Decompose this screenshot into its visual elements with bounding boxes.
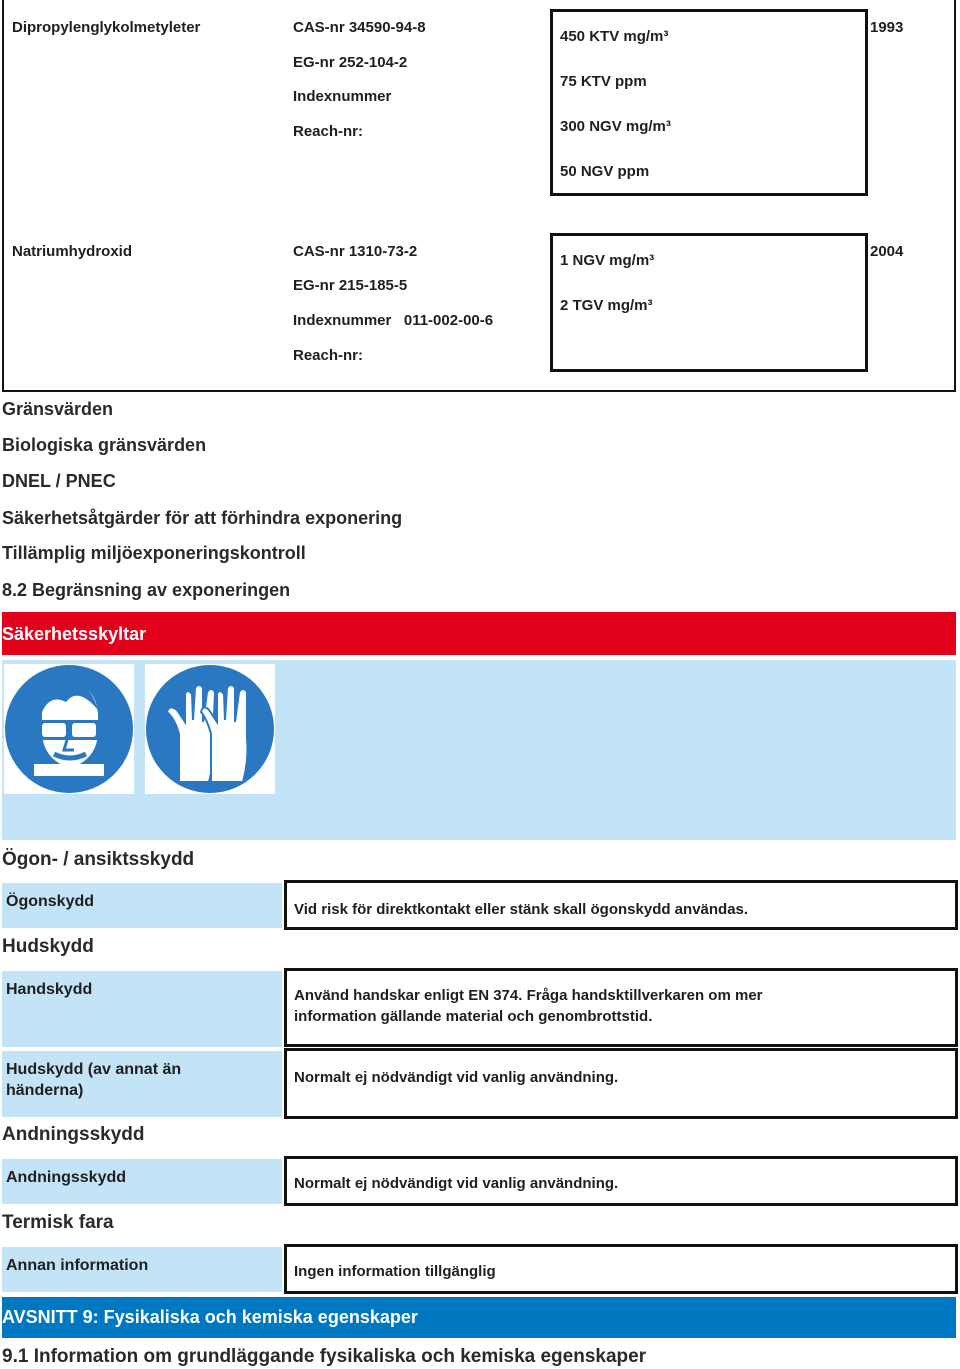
limit-value: 75 KTV ppm: [560, 73, 647, 90]
skin-protection-label-cell: [2, 1051, 282, 1117]
cas-number: CAS-nr 34590-94-8: [293, 19, 426, 36]
other-info-label-cell: [2, 1247, 282, 1292]
eye-protection-sign-icon: [4, 664, 134, 794]
heading-respiratory: Andningsskydd: [2, 1124, 145, 1145]
limit-value: 450 KTV mg/m³: [560, 28, 669, 45]
year: 2004: [870, 243, 904, 260]
eg-number: EG-nr 252-104-2: [293, 54, 408, 71]
index-number: Indexnummer 011-002-00-6: [293, 312, 494, 329]
resp-protection-label: Andningsskydd: [6, 1169, 127, 1186]
safety-signs-title: Säkerhetsskyltar: [2, 624, 147, 644]
other-info-text: Ingen information tillgänglig: [294, 1263, 496, 1280]
reach-number: Reach-nr:: [293, 123, 364, 140]
heading-thermal: Termisk fara: [2, 1212, 114, 1233]
section-9-title: AVSNITT 9: Fysikaliska och kemiska egenskaper: [2, 1307, 418, 1327]
heading-limit-values: Gränsvärden: [2, 399, 114, 419]
eg-number: EG-nr 215-185-5: [293, 277, 408, 294]
resp-protection-text: Normalt ej nödvändigt vid vanlig användning.: [294, 1175, 619, 1192]
index-number: Indexnummer: [293, 88, 392, 105]
eye-protection-label: Ögonskydd: [6, 893, 95, 910]
heading-section-8-2: 8.2 Begränsning av exponeringen: [2, 580, 291, 600]
eye-protection-text: Vid risk för direktkontakt eller stänk skall ögonskydd användas.: [294, 901, 749, 918]
skin-protection-label-line1: Hudskydd (av annat än: [6, 1061, 182, 1078]
heading-eye-face: Ögon- / ansiktsskydd: [2, 849, 195, 870]
year: 1993: [870, 19, 904, 36]
heading-safety-measures: Säkerhetsåtgärder för att förhindra exponering: [2, 508, 403, 528]
resp-protection-value-cell: [284, 1156, 958, 1206]
limit-value: 300 NGV mg/m³: [560, 118, 671, 135]
section-9-1-title: 9.1 Information om grundläggande fysikaliska och kemiska egenskaper: [2, 1346, 647, 1367]
substance-name: Natriumhydroxid: [12, 243, 133, 260]
eye-protection-label-cell: [2, 883, 282, 928]
hand-protection-value-cell: [284, 968, 958, 1047]
heading-env-control: Tillämplig miljöexponeringskontroll: [2, 543, 306, 563]
resp-protection-label-cell: [2, 1159, 282, 1204]
skin-protection-label-line2: händerna): [6, 1082, 84, 1099]
eye-protection-value-cell: [284, 880, 958, 930]
cas-number: CAS-nr 1310-73-2: [293, 243, 418, 260]
skin-protection-value-cell: [284, 1048, 958, 1119]
reach-number: Reach-nr:: [293, 347, 364, 364]
limit-value: 1 NGV mg/m³: [560, 252, 655, 269]
hand-protection-label-cell: [2, 971, 282, 1047]
hand-protection-text-line1: Använd handskar enligt EN 374. Fråga handsktillverkaren om mer: [294, 987, 763, 1004]
heading-bio-limit-values: Biologiska gränsvärden: [2, 435, 207, 455]
safety-signs-bar: [2, 612, 956, 655]
heading-dnel-pnec: DNEL / PNEC: [2, 471, 116, 491]
limit-value: 50 NGV ppm: [560, 163, 650, 180]
skin-protection-text: Normalt ej nödvändigt vid vanlig användning.: [294, 1069, 619, 1086]
section-9-bar: [2, 1297, 956, 1338]
substance-name: Dipropylenglykolmetyleter: [12, 19, 201, 36]
heading-skin: Hudskydd: [2, 936, 94, 957]
other-info-label: Annan information: [6, 1257, 149, 1274]
limit-value: 2 TGV mg/m³: [560, 297, 653, 314]
other-info-value-cell: [284, 1244, 958, 1294]
hand-protection-label: Handskydd: [6, 981, 93, 998]
hand-protection-sign-icon: [145, 664, 275, 794]
hand-protection-text-line2: information gällande material och genombrottstid.: [294, 1008, 653, 1025]
